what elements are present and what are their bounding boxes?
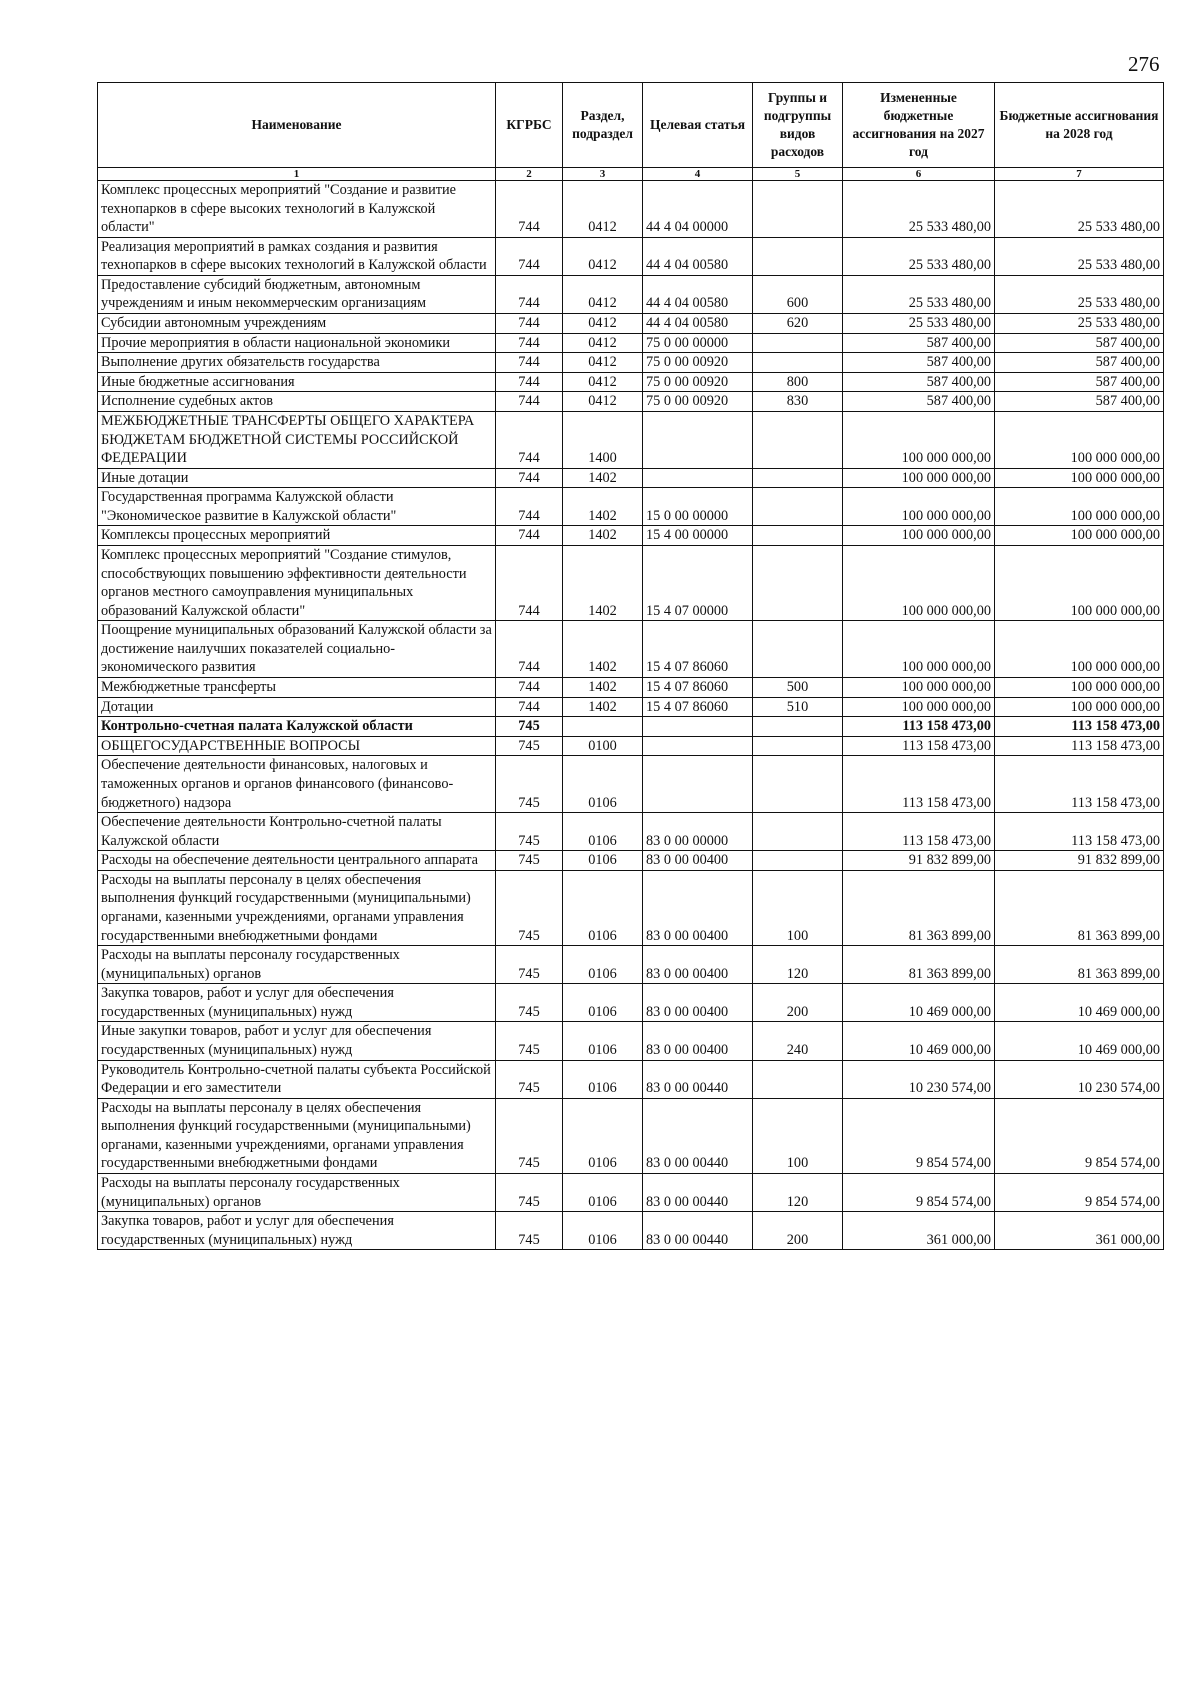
row-name: Реализация мероприятий в рамках создания и развития технопарков в сфере высоких технологий в Калужской области [98,237,496,275]
table-row [98,488,1164,526]
row-expense-group [753,813,843,851]
row-article: 15 4 07 00000 [643,545,753,620]
row-amount-2027: 113 158 473,00 [843,717,995,737]
row-section: 1402 [563,488,643,526]
table-row [98,736,1164,756]
row-kgrbs: 744 [496,181,563,238]
header-expense-group: Группы и подгруппы видов расходов [753,83,843,168]
row-name: Обеспечение деятельности Контрольно-счетной палаты Калужской области [98,813,496,851]
row-kgrbs: 744 [496,697,563,717]
row-name: Иные бюджетные ассигнования [98,372,496,392]
row-name: Расходы на выплаты персоналу в целях обеспечения выполнения функций государственными (муниципальными) органами, казенными учреждениями, органами управления государственными внебюджетными фондами [98,1098,496,1173]
row-amount-2028: 81 363 899,00 [995,946,1164,984]
row-name: Исполнение судебных актов [98,392,496,412]
row-kgrbs: 745 [496,736,563,756]
column-number: 6 [843,168,995,181]
header-kgrbs: КГРБС [496,83,563,168]
row-section: 1402 [563,468,643,488]
row-kgrbs: 744 [496,411,563,468]
row-section: 0106 [563,756,643,813]
table-row [98,1060,1164,1098]
row-section: 1402 [563,678,643,698]
row-section: 0106 [563,946,643,984]
row-kgrbs: 744 [496,314,563,334]
table-row [98,314,1164,334]
row-article: 15 4 07 86060 [643,697,753,717]
table-row [98,697,1164,717]
row-expense-group [753,756,843,813]
row-article: 83 0 00 00400 [643,984,753,1022]
row-amount-2027: 10 469 000,00 [843,984,995,1022]
row-amount-2027: 25 533 480,00 [843,237,995,275]
row-amount-2027: 81 363 899,00 [843,946,995,984]
budget-table [97,82,1164,1250]
row-name: Предоставление субсидий бюджетным, автономным учреждениям и иным некоммерческим организациям [98,275,496,313]
row-amount-2028: 100 000 000,00 [995,621,1164,678]
table-header [98,83,1164,181]
row-name: Дотации [98,697,496,717]
row-amount-2028: 113 158 473,00 [995,717,1164,737]
column-number: 4 [643,168,753,181]
row-name: Межбюджетные трансферты [98,678,496,698]
row-kgrbs: 744 [496,372,563,392]
row-article: 83 0 00 00400 [643,1022,753,1060]
row-kgrbs: 744 [496,353,563,373]
row-kgrbs: 744 [496,468,563,488]
row-section: 0412 [563,392,643,412]
row-expense-group [753,353,843,373]
row-kgrbs: 745 [496,1060,563,1098]
row-amount-2028: 100 000 000,00 [995,526,1164,546]
row-section: 0106 [563,851,643,871]
row-kgrbs: 745 [496,946,563,984]
row-name: Прочие мероприятия в области национальной экономики [98,333,496,353]
row-amount-2028: 587 400,00 [995,333,1164,353]
row-amount-2027: 91 832 899,00 [843,851,995,871]
table-row [98,1212,1164,1250]
row-expense-group: 200 [753,1212,843,1250]
row-article [643,756,753,813]
row-expense-group [753,851,843,871]
row-name: Комплексы процессных мероприятий [98,526,496,546]
row-expense-group: 800 [753,372,843,392]
row-name: Закупка товаров, работ и услуг для обеспечения государственных (муниципальных) нужд [98,984,496,1022]
row-expense-group [753,333,843,353]
row-amount-2028: 113 158 473,00 [995,736,1164,756]
row-amount-2028: 91 832 899,00 [995,851,1164,871]
row-section: 1402 [563,621,643,678]
row-section: 0412 [563,314,643,334]
row-kgrbs: 744 [496,488,563,526]
row-amount-2028: 9 854 574,00 [995,1174,1164,1212]
row-amount-2027: 113 158 473,00 [843,736,995,756]
column-number: 3 [563,168,643,181]
row-amount-2028: 10 230 574,00 [995,1060,1164,1098]
row-article: 83 0 00 00440 [643,1098,753,1173]
row-kgrbs: 745 [496,1098,563,1173]
column-number: 2 [496,168,563,181]
row-expense-group [753,411,843,468]
row-amount-2028: 100 000 000,00 [995,697,1164,717]
row-amount-2028: 9 854 574,00 [995,1098,1164,1173]
column-number: 1 [98,168,496,181]
row-kgrbs: 744 [496,545,563,620]
row-name: Контрольно-счетная палата Калужской области [98,717,496,737]
row-amount-2027: 113 158 473,00 [843,756,995,813]
row-amount-2028: 100 000 000,00 [995,545,1164,620]
row-expense-group [753,717,843,737]
row-expense-group [753,526,843,546]
row-article: 15 4 07 86060 [643,678,753,698]
row-name: Расходы на обеспечение деятельности центрального аппарата [98,851,496,871]
table-row [98,526,1164,546]
row-section: 0412 [563,181,643,238]
row-section: 0106 [563,984,643,1022]
table-body [98,181,1164,1250]
row-name: Комплекс процессных мероприятий "Создание и развитие технопарков в сфере высоких технологий в Калужской области" [98,181,496,238]
row-amount-2028: 113 158 473,00 [995,813,1164,851]
row-article: 15 0 00 00000 [643,488,753,526]
row-section: 0106 [563,1060,643,1098]
row-amount-2028: 587 400,00 [995,372,1164,392]
row-name: ОБЩЕГОСУДАРСТВЕННЫЕ ВОПРОСЫ [98,736,496,756]
table-row [98,946,1164,984]
row-expense-group: 100 [753,1098,843,1173]
row-amount-2027: 10 469 000,00 [843,1022,995,1060]
row-amount-2028: 81 363 899,00 [995,870,1164,945]
row-expense-group [753,1060,843,1098]
row-amount-2027: 587 400,00 [843,333,995,353]
table-row [98,468,1164,488]
table-row [98,411,1164,468]
table-row [98,1022,1164,1060]
row-article: 15 4 00 00000 [643,526,753,546]
table-row [98,717,1164,737]
row-section: 0106 [563,1174,643,1212]
row-section: 0106 [563,1098,643,1173]
row-amount-2027: 587 400,00 [843,392,995,412]
row-article: 83 0 00 00440 [643,1060,753,1098]
row-article: 83 0 00 00000 [643,813,753,851]
row-section: 0106 [563,870,643,945]
row-section: 0106 [563,1212,643,1250]
row-amount-2028: 100 000 000,00 [995,411,1164,468]
row-name: Комплекс процессных мероприятий "Создание стимулов, способствующих повышению эффективности деятельности органов местного самоуправления муниципальных образований Калужской области" [98,545,496,620]
row-expense-group: 500 [753,678,843,698]
row-article [643,736,753,756]
row-article: 75 0 00 00000 [643,333,753,353]
row-amount-2027: 100 000 000,00 [843,621,995,678]
row-amount-2028: 587 400,00 [995,353,1164,373]
row-name: Обеспечение деятельности финансовых, налоговых и таможенных органов и органов финансового (финансово-бюджетного) надзора [98,756,496,813]
row-amount-2027: 81 363 899,00 [843,870,995,945]
row-name: Государственная программа Калужской области "Экономическое развитие в Калужской области" [98,488,496,526]
row-kgrbs: 745 [496,1174,563,1212]
row-expense-group [753,545,843,620]
row-article: 83 0 00 00400 [643,870,753,945]
row-section [563,717,643,737]
row-kgrbs: 745 [496,851,563,871]
row-name: Расходы на выплаты персоналу в целях обеспечения выполнения функций государственными (муниципальными) органами, казенными учреждениями, органами управления государственными внебюджетными фондами [98,870,496,945]
row-expense-group [753,237,843,275]
row-amount-2028: 100 000 000,00 [995,488,1164,526]
row-kgrbs: 745 [496,1022,563,1060]
row-expense-group [753,468,843,488]
row-section: 1400 [563,411,643,468]
row-name: Выполнение других обязательств государства [98,353,496,373]
row-section: 1402 [563,526,643,546]
row-amount-2027: 587 400,00 [843,372,995,392]
column-number: 5 [753,168,843,181]
row-kgrbs: 744 [496,333,563,353]
row-section: 0106 [563,1022,643,1060]
row-article: 75 0 00 00920 [643,372,753,392]
row-expense-group: 120 [753,1174,843,1212]
row-amount-2028: 361 000,00 [995,1212,1164,1250]
table-row [98,333,1164,353]
row-amount-2027: 100 000 000,00 [843,488,995,526]
header-article: Целевая статья [643,83,753,168]
row-section: 1402 [563,697,643,717]
table-row [98,372,1164,392]
row-section: 0412 [563,237,643,275]
table-row [98,984,1164,1022]
row-kgrbs: 745 [496,813,563,851]
row-amount-2028: 25 533 480,00 [995,237,1164,275]
table-row [98,870,1164,945]
row-amount-2027: 100 000 000,00 [843,411,995,468]
row-kgrbs: 744 [496,526,563,546]
row-expense-group: 830 [753,392,843,412]
row-amount-2027: 25 533 480,00 [843,314,995,334]
row-article: 75 0 00 00920 [643,392,753,412]
row-amount-2027: 113 158 473,00 [843,813,995,851]
row-section: 0100 [563,736,643,756]
row-article [643,468,753,488]
row-section: 0106 [563,813,643,851]
row-name: Поощрение муниципальных образований Калужской области за достижение наилучших показателей социально-экономического развития [98,621,496,678]
row-expense-group: 620 [753,314,843,334]
row-amount-2027: 25 533 480,00 [843,181,995,238]
table-row [98,756,1164,813]
table-row [98,392,1164,412]
table-row [98,851,1164,871]
table-row [98,353,1164,373]
row-kgrbs: 745 [496,1212,563,1250]
row-section: 0412 [563,372,643,392]
row-expense-group: 510 [753,697,843,717]
row-kgrbs: 744 [496,678,563,698]
row-name: Руководитель Контрольно-счетной палаты субъекта Российской Федерации и его заместители [98,1060,496,1098]
header-amount-2027: Измененные бюджетные ассигнования на 2027 год [843,83,995,168]
table-row [98,1174,1164,1212]
row-expense-group: 600 [753,275,843,313]
row-article: 83 0 00 00440 [643,1212,753,1250]
row-kgrbs: 744 [496,392,563,412]
table-row [98,181,1164,238]
row-expense-group: 120 [753,946,843,984]
column-number: 7 [995,168,1164,181]
row-name: Субсидии автономным учреждениям [98,314,496,334]
table-row [98,237,1164,275]
header-amount-2028: Бюджетные ассигнования на 2028 год [995,83,1164,168]
row-section: 1402 [563,545,643,620]
row-amount-2028: 113 158 473,00 [995,756,1164,813]
row-article [643,717,753,737]
row-expense-group: 240 [753,1022,843,1060]
row-article: 15 4 07 86060 [643,621,753,678]
row-name: Иные закупки товаров, работ и услуг для обеспечения государственных (муниципальных) нужд [98,1022,496,1060]
row-kgrbs: 745 [496,870,563,945]
table-row [98,275,1164,313]
row-kgrbs: 744 [496,275,563,313]
page-number: 276 [1128,52,1160,76]
row-kgrbs: 745 [496,984,563,1022]
row-kgrbs: 745 [496,717,563,737]
header-name: Наименование [98,83,496,168]
row-amount-2028: 25 533 480,00 [995,181,1164,238]
table-row [98,1098,1164,1173]
row-amount-2028: 10 469 000,00 [995,984,1164,1022]
row-expense-group [753,181,843,238]
table-row [98,678,1164,698]
row-article: 83 0 00 00400 [643,946,753,984]
table-row [98,545,1164,620]
row-expense-group [753,621,843,678]
row-amount-2027: 100 000 000,00 [843,678,995,698]
row-amount-2027: 100 000 000,00 [843,545,995,620]
row-article: 75 0 00 00920 [643,353,753,373]
row-section: 0412 [563,275,643,313]
row-amount-2028: 25 533 480,00 [995,275,1164,313]
row-expense-group [753,488,843,526]
row-amount-2027: 100 000 000,00 [843,468,995,488]
row-expense-group: 100 [753,870,843,945]
row-name: МЕЖБЮДЖЕТНЫЕ ТРАНСФЕРТЫ ОБЩЕГО ХАРАКТЕРА БЮДЖЕТАМ БЮДЖЕТНОЙ СИСТЕМЫ РОССИЙСКОЙ ФЕДЕРАЦИИ [98,411,496,468]
row-amount-2027: 25 533 480,00 [843,275,995,313]
row-section: 0412 [563,333,643,353]
row-article: 83 0 00 00440 [643,1174,753,1212]
row-amount-2028: 100 000 000,00 [995,468,1164,488]
row-amount-2028: 587 400,00 [995,392,1164,412]
row-article: 44 4 04 00580 [643,237,753,275]
row-section: 0412 [563,353,643,373]
row-amount-2027: 9 854 574,00 [843,1174,995,1212]
row-expense-group [753,736,843,756]
header-section: Раздел, подраздел [563,83,643,168]
table-row [98,621,1164,678]
row-amount-2027: 100 000 000,00 [843,526,995,546]
row-article: 44 4 04 00580 [643,275,753,313]
row-article: 44 4 04 00580 [643,314,753,334]
row-kgrbs: 744 [496,621,563,678]
row-article: 44 4 04 00000 [643,181,753,238]
row-article: 83 0 00 00400 [643,851,753,871]
row-kgrbs: 745 [496,756,563,813]
row-name: Расходы на выплаты персоналу государственных (муниципальных) органов [98,946,496,984]
row-amount-2027: 9 854 574,00 [843,1098,995,1173]
row-expense-group: 200 [753,984,843,1022]
row-amount-2028: 25 533 480,00 [995,314,1164,334]
row-amount-2027: 361 000,00 [843,1212,995,1250]
row-name: Закупка товаров, работ и услуг для обеспечения государственных (муниципальных) нужд [98,1212,496,1250]
table-row [98,813,1164,851]
row-name: Расходы на выплаты персоналу государственных (муниципальных) органов [98,1174,496,1212]
row-amount-2027: 100 000 000,00 [843,697,995,717]
row-amount-2027: 10 230 574,00 [843,1060,995,1098]
row-amount-2028: 10 469 000,00 [995,1022,1164,1060]
row-kgrbs: 744 [496,237,563,275]
row-amount-2028: 100 000 000,00 [995,678,1164,698]
row-article [643,411,753,468]
row-amount-2027: 587 400,00 [843,353,995,373]
row-name: Иные дотации [98,468,496,488]
